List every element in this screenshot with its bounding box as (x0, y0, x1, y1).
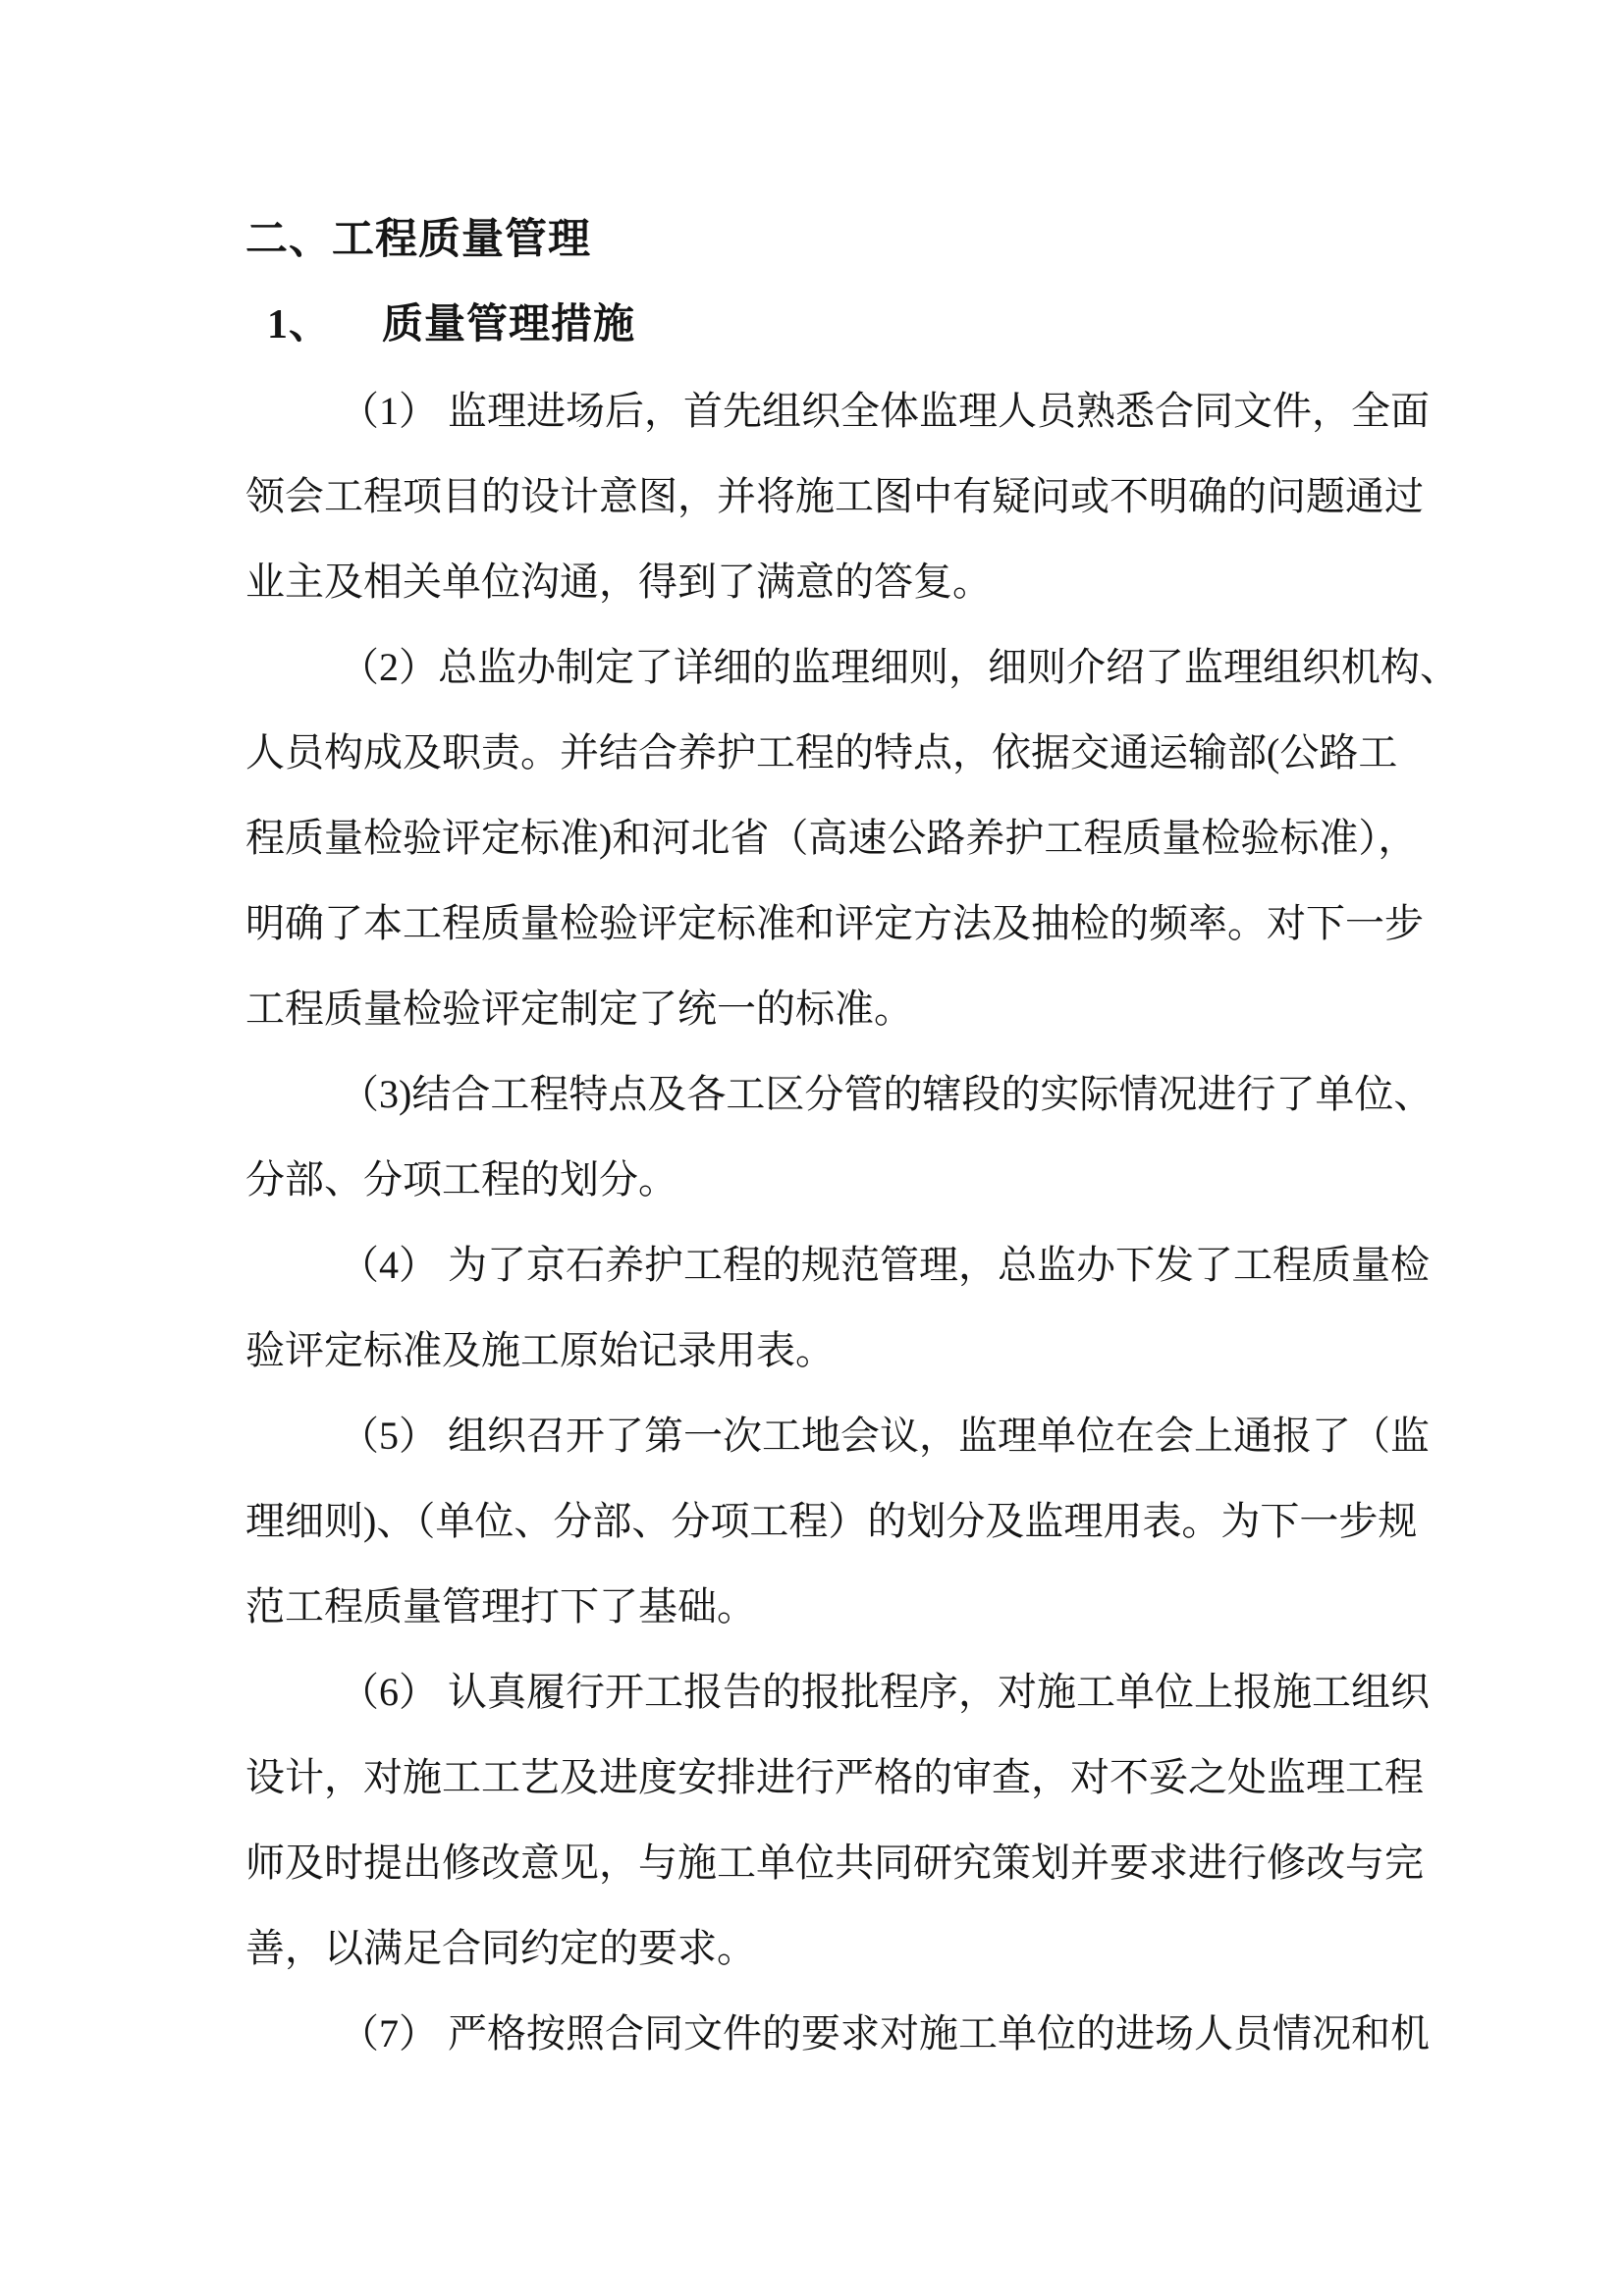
doc-subheading (245, 283, 1434, 368)
doc-text-line: （5） 组织召开了第一次工地会议，监理单位在会上通报了（监 (340, 1414, 1430, 1458)
doc-text-line: 验评定标准及施工原始记录用表。 (245, 1328, 835, 1372)
doc-text-line: 分部、分项工程的划分。 (245, 1157, 677, 1201)
doc-text-line: （7） 严格按照合同文件的要求对施工单位的进场人员情况和机 (340, 2011, 1430, 2056)
doc-text-line: 领会工程项目的设计意图，并将施工图中有疑问或不明确的问题通过 (245, 474, 1424, 518)
doc-text-line: （6） 认真履行开工报告的报批程序，对施工单位上报施工组织 (340, 1670, 1430, 1714)
doc-text-line: 善，以满足合同约定的要求。 (245, 1926, 756, 1970)
doc-text-line: 明确了本工程质量检验评定标准和评定方法及抽检的频率。对下一步 (245, 901, 1424, 945)
doc-text-line: 程质量检验评定标准)和河北省（高速公路养护工程质量检验标准）， (245, 816, 1418, 860)
document-body (245, 197, 1459, 2076)
doc-text-line: 师及时提出修改意见，与施工单位共同研究策划并要求进行修改与完 (245, 1841, 1424, 1885)
doc-text-line: （1） 监理进场后，首先组织全体监理人员熟悉合同文件，全面 (340, 389, 1430, 433)
doc-text-line: 工程质量检验评定制定了统一的标准。 (245, 987, 913, 1031)
doc-text-line: 业主及相关单位沟通，得到了满意的答复。 (245, 560, 992, 604)
doc-subheading-text: 质量管理措施 (382, 302, 636, 347)
doc-text-line: 范工程质量管理打下了基础。 (245, 1584, 756, 1629)
doc-text-line: （2）总监办制定了详细的监理细则，细则介绍了监理组织机构、 (340, 645, 1459, 689)
doc-text-line: （3)结合工程特点及各工区分管的辖段的实际情况进行了单位、 (340, 1072, 1434, 1116)
doc-text-line: （4） 为了京石养护工程的规范管理，总监办下发了工程质量检 (340, 1243, 1430, 1287)
doc-text-line: 理细则)、（单位、分部、分项工程）的划分及监理用表。为下一步规 (245, 1499, 1418, 1543)
doc-text-line: 人员构成及职责。并结合养护工程的特点，依据交通运输部(公路工 (245, 730, 1398, 774)
doc-subheading-number: 1、 (267, 302, 332, 347)
doc-heading: 二、工程质量管理 (245, 217, 591, 263)
doc-text-line: 设计，对施工工艺及进度安排进行严格的审查，对不妥之处监理工程 (245, 1755, 1424, 1799)
